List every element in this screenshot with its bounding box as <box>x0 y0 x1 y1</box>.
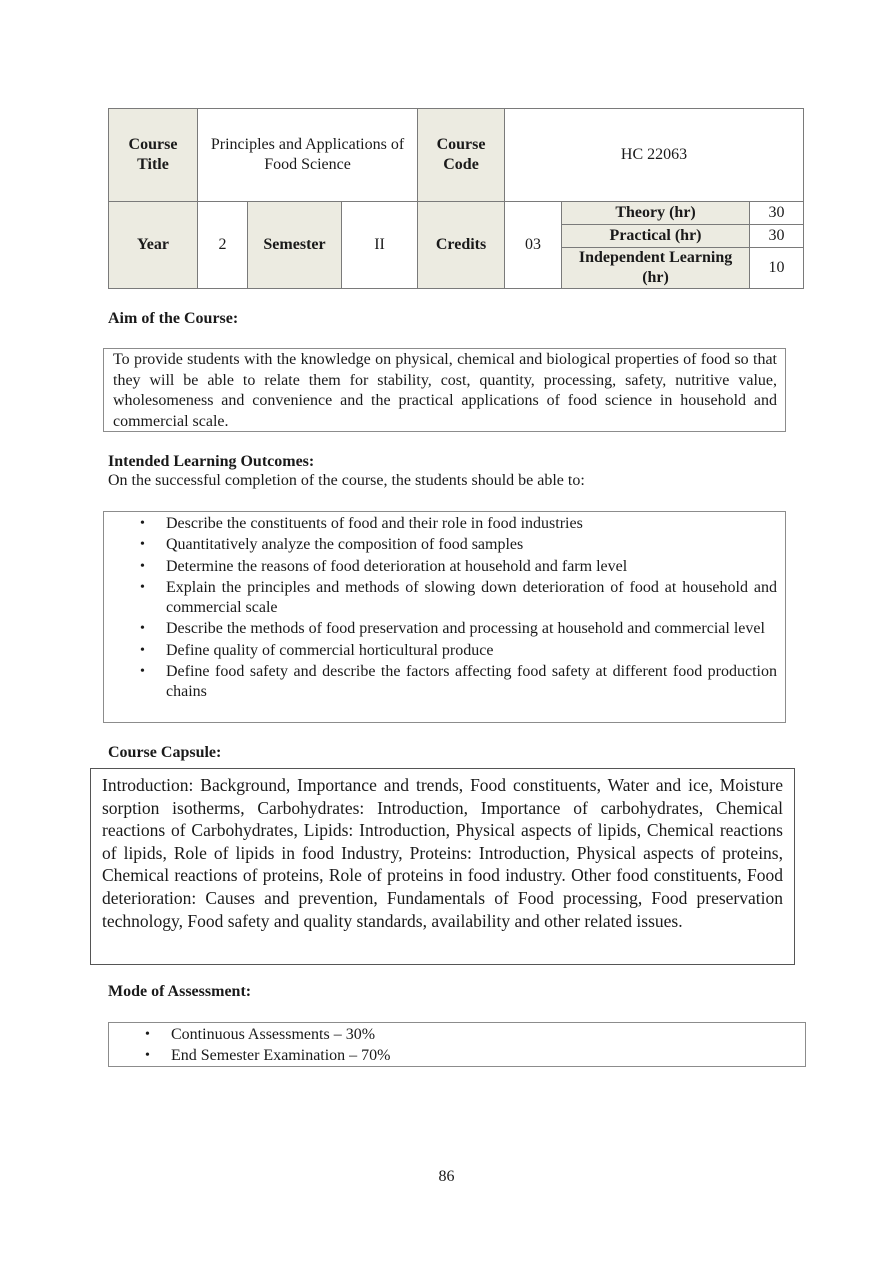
course-code-label: Course Code <box>418 109 505 202</box>
semester-label: Semester <box>248 202 342 289</box>
list-item: • Describe the constituents of food and their role in food industries <box>104 514 777 534</box>
page-number: 86 <box>438 1168 455 1185</box>
list-item: • Explain the principles and methods of slowing down deterioration of food at household and commercial scale <box>140 578 777 617</box>
assessment-list <box>109 1025 797 1066</box>
practical-hours-label: Practical (hr) <box>562 225 750 248</box>
course-code-value: HC 22063 <box>505 109 804 202</box>
aim-heading: Aim of the Course: <box>108 310 239 327</box>
bullet-icon: • <box>145 1047 150 1063</box>
list-item: • Describe the methods of food preservation and processing at household and commercial level <box>104 619 777 639</box>
bullet-icon: • <box>140 558 145 574</box>
course-title-value: Principles and Applications of Food Science <box>198 109 418 202</box>
bullet-icon: • <box>140 537 145 553</box>
independent-hours-label: Independent Learning (hr) <box>562 248 750 289</box>
outcomes-intro: On the successful completion of the course, the students should be able to: <box>108 472 585 489</box>
outcomes-list-box <box>103 511 786 723</box>
list-item: • Continuous Assessments – 30% <box>109 1025 797 1046</box>
assessment-list-box <box>108 1022 806 1067</box>
bullet-icon: • <box>140 642 145 658</box>
outcomes-list <box>104 514 777 703</box>
bullet-icon: • <box>140 579 145 595</box>
list-item: • End Semester Examination – 70% <box>109 1046 797 1067</box>
list-item: • Quantitatively analyze the composition of food samples <box>104 535 777 555</box>
bullet-icon: • <box>140 621 145 637</box>
independent-hours-value: 10 <box>750 248 804 289</box>
course-info-table <box>108 108 804 289</box>
year-label: Year <box>109 202 198 289</box>
year-value: 2 <box>198 202 248 289</box>
capsule-text: Introduction: Background, Importance and trends, Food constituents, Water and ice, Moisture sorption isotherms, Carbohydrates: Introduction, Importance of carbohydrates, Chemical reactions of Carbohydrates, Lipids: Introduction, Physical aspects of lipids, Chemical reactions of lipids, Role of lipids in food Industry, Proteins: Introduction, Physical aspects of proteins, Chemical reactions of proteins, Role of proteins in food industry. Other food constituents, Food deterioration: Causes and prevention, Fundamentals of Food processing, Food preservation technology, Food safety and quality standards, availability and other related issues. <box>90 768 795 965</box>
practical-hours-value: 30 <box>750 225 804 248</box>
credits-value: 03 <box>505 202 562 289</box>
aim-text: To provide students with the knowledge on physical, chemical and biological properties of food so that they will be able to relate them for stability, cost, quantity, processing, safety, nutritive value, wholesomeness and convenience and the practical applications of food science in household and commercial scale. <box>103 348 786 432</box>
list-item: • Define quality of commercial horticultural produce <box>104 641 777 661</box>
assessment-heading: Mode of Assessment: <box>108 983 252 1000</box>
capsule-heading: Course Capsule: <box>108 744 222 761</box>
outcomes-heading: Intended Learning Outcomes: <box>108 453 315 470</box>
bullet-icon: • <box>140 664 145 680</box>
credits-label: Credits <box>418 202 505 289</box>
course-title-label: Course Title <box>109 109 198 202</box>
semester-value: II <box>342 202 418 289</box>
theory-hours-value: 30 <box>750 202 804 225</box>
list-item: • Determine the reasons of food deterioration at household and farm level <box>104 557 777 577</box>
list-item: • Define food safety and describe the factors affecting food safety at different food production chains <box>140 663 777 701</box>
bullet-icon: • <box>140 516 145 531</box>
theory-hours-label: Theory (hr) <box>562 202 750 225</box>
bullet-icon: • <box>145 1027 150 1042</box>
